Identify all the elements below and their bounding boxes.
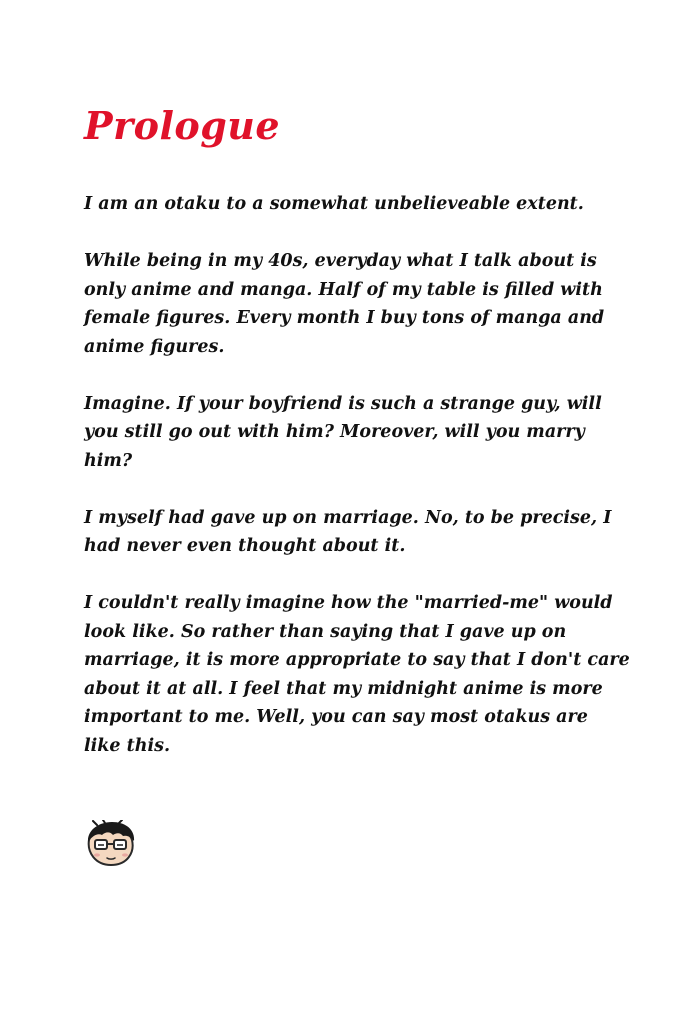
text-line: I couldn't really imagine how the "married-me" would — [84, 593, 613, 613]
text-line: important to me. Well, you can say most otakus are — [84, 707, 588, 727]
paragraph-5 — [84, 589, 644, 760]
text-line: I am an otaku to a somewhat unbelieveable extent. — [84, 194, 584, 214]
text-line: Imagine. If your boyfriend is such a strange guy, will — [84, 393, 602, 414]
text-line: like this. — [84, 735, 171, 756]
paragraph-3 — [84, 390, 644, 476]
text-line: female figures. Every month I buy tons of manga and — [84, 308, 605, 328]
paragraph-2 — [84, 247, 644, 361]
text-line: While being in my 40s, everyday what I talk about is — [84, 251, 597, 271]
text-line: you still go out with him? Moreover, will you marry — [84, 422, 585, 442]
text-line: anime figures. — [84, 336, 225, 357]
text-line: about it at all. I feel that my midnight anime is more — [84, 678, 603, 699]
text-line: had never even thought about it. — [84, 536, 406, 556]
text-line: look like. So rather than saying that I gave up on — [84, 621, 567, 642]
paragraph-1 — [84, 190, 644, 219]
body-text — [84, 190, 644, 789]
paragraph-4 — [84, 504, 644, 561]
text-line: him? — [84, 450, 133, 471]
text-line: only anime and manga. Half of my table is filled with — [84, 279, 603, 300]
text-line: I myself had gave up on marriage. No, to be precise, I — [84, 507, 612, 528]
chibi-head-icon — [83, 820, 139, 868]
page-title: Prologue — [84, 103, 281, 148]
text-line: marriage, it is more appropriate to say that I don't care — [84, 650, 630, 670]
